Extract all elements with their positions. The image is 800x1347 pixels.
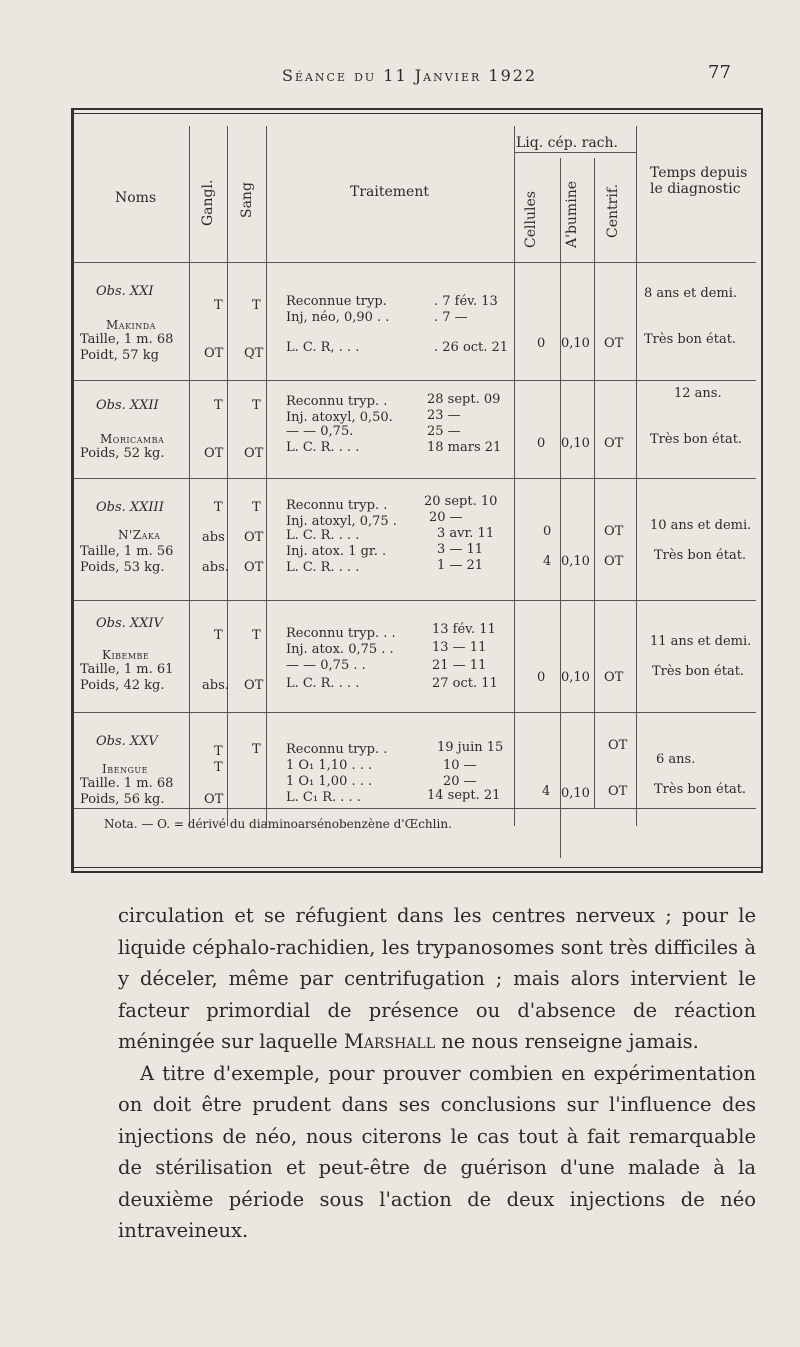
temps-value: 6 ans. [656,752,696,767]
header-sang: Sang [239,182,255,218]
traitement-text: Inj. atoxyl, 0,50. [286,410,393,425]
header-temps-2: le diagnostic [650,181,741,197]
table-note: Nota. — O. = dérivé du diaminoarsénobenzène d'Œchlin. [104,817,452,831]
sang-value: OT [244,560,264,575]
running-title: Séance du 11 Janvier 1922 [282,66,538,85]
albumine-value: 0,10 [561,670,590,685]
header-centrif: Centrif. [605,184,621,238]
traitement-date: 20 sept. 10 [424,494,498,509]
obs-label: Obs. XXIV [96,616,163,631]
centrif-value: OT [604,670,624,685]
sang-value: T [252,628,261,643]
traitement-date: 20 — [429,510,463,525]
patient-info: Poids, 42 kg. [80,678,165,693]
traitement-date: 21 — 11 [432,658,487,673]
traitement-date: 1 — 21 [437,558,484,573]
traitement-text: Inj, néo, 0,90 . . [286,310,390,325]
traitement-text: L. C₁ R. . . . [286,790,361,805]
column-rule [514,126,515,826]
patient-info: Poidt, 57 kg [80,348,159,363]
traitement-date: 13 fév. 11 [432,622,496,637]
patient-info: Poids, 52 kg. [80,446,165,461]
sang-value: T [252,500,261,515]
traitement-text: Inj. atox. 1 gr. . [286,544,387,559]
temps-value: 8 ans et demi. [644,286,738,301]
gangl-value: T [214,628,223,643]
traitement-date: 14 sept. 21 [427,788,501,803]
row-rule [74,712,756,713]
traitement-text: Inj. atoxyl, 0,75 . [286,514,397,529]
paragraph [118,900,756,1058]
gangl-value: T [214,298,223,313]
gangl-value: T [214,398,223,413]
traitement-date: 18 mars 21 [427,440,502,455]
albumine-value: 0,10 [561,336,590,351]
centrif-value: OT [604,554,624,569]
temps-value: 12 ans. [674,386,722,401]
patient-name: Makinda [106,318,156,332]
page-number: 77 [708,62,731,83]
centrif-value: OT [604,436,624,451]
traitement-text: 1 O₁ 1,10 . . . [286,758,373,773]
cellules-value: 0 [537,336,546,351]
cellules-value: 4 [543,554,552,569]
traitement-text: Inj. atox. 0,75 . . [286,642,394,657]
traitement-text: L. C. R. . . . [286,676,360,691]
row-rule [74,380,756,381]
note-rule [74,808,756,809]
centrif-value: OT [604,336,624,351]
patient-name: Ibengue [102,762,148,776]
traitement-text: — — 0,75 . . [286,658,366,673]
paragraph-text: circulation et se réfugient dans les centres nerveux ; pour le liquide céphalo-rachidien, les trypanosomes sont très difficiles à y déceler, même par centrifugation ; mais alors intervient le facteur primordial de présence ou d'absence de réaction méningée sur laquelle [118,904,756,1053]
traitement-date: 3 — 11 [437,542,484,557]
patient-info: Taille, 1 m. 61 [80,662,174,677]
patient-info: Taille, 1 m. 56 [80,544,174,559]
traitement-date: 28 sept. 09 [427,392,501,407]
header-temps-1: Temps depuis [650,165,748,181]
patient-name: Moricamba [100,432,165,446]
sang-value: OT [244,530,264,545]
centrif-value: OT [608,784,628,799]
group-rule [514,152,636,153]
gangl-value: abs. [202,560,229,575]
obs-label: Obs. XXII [96,398,159,413]
paragraph-text: ne nous renseigne jamais. [435,1030,699,1053]
etat-value: Très bon état. [654,782,747,797]
header-noms: Noms [115,190,157,206]
traitement-text: Reconnu tryp. . . [286,626,396,641]
patient-info: Poids, 53 kg. [80,560,165,575]
gangl-value: abs [202,530,225,545]
patient-info: Taille, 1 m. 68 [80,332,174,347]
etat-value: Très bon état. [654,548,747,563]
traitement-date: 27 oct. 11 [432,676,498,691]
row-rule [74,600,756,601]
column-rule [636,126,637,826]
temps-value: 10 ans et demi. [650,518,752,533]
case-table [71,108,763,873]
traitement-date: 23 — [427,408,461,423]
patient-info: Taille. 1 m. 68 [80,776,174,791]
obs-label: Obs. XXIII [96,500,164,515]
traitement-text: Reconnu tryp. . [286,742,388,757]
traitement-text: L. C. R. . . . [286,560,360,575]
etat-value: Très bon état. [650,432,743,447]
traitement-date: 20 — [443,774,477,789]
gangl-value: T [214,744,223,759]
paragraph: A titre d'exemple, pour prouver combien en expérimentation on doit être prudent dans ses conclusions sur l'influence des injections de néo, nous citerons le cas tout à fait remarquable de stérilisation et peut-être de guérison d'une malade à la deuxième période sous l'action de deux injections de néo intraveineux. [118,1061,756,1242]
albumine-value: 0,10 [561,554,590,569]
header-rule [74,262,756,263]
traitement-text: Reconnue tryp. [286,294,387,309]
row-rule [74,478,756,479]
traitement-date: . 26 oct. 21 [434,340,509,355]
sang-value: T [252,742,261,757]
obs-label: Obs. XXI [96,284,154,299]
traitement-date: 13 — 11 [432,640,487,655]
albumine-value: 0,10 [561,436,590,451]
temps-value: 11 ans et demi. [650,634,752,649]
header-albumine: A'bumine [564,181,580,248]
sang-value: T [252,298,261,313]
gangl-value: OT [204,792,224,807]
traitement-date: . 7 fév. 13 [434,294,498,309]
cellules-value: 0 [537,436,546,451]
traitement-text: L. C. R. . . . [286,440,360,455]
page-header [0,60,800,90]
patient-name: N'Zaka [118,528,161,542]
obs-label: Obs. XXV [96,734,158,749]
column-rule [189,126,190,826]
traitement-date: 19 juin 15 [437,740,504,755]
sang-value: OT [244,678,264,693]
traitement-text: 1 O₁ 1,00 . . . [286,774,373,789]
patient-name: Kibembe [102,648,150,662]
header-liq: Liq. cép. rach. [516,135,618,151]
body-text [118,900,756,1247]
header-gangl: Gangl. [200,179,216,226]
sang-value: QT [244,346,264,361]
column-rule [560,158,561,858]
gangl-value: OT [204,346,224,361]
traitement-text: L. C. R, . . . [286,340,360,355]
traitement-text: Reconnu tryp. . [286,498,388,513]
traitement-text: Reconnu tryp. . [286,394,388,409]
header-traitement: Traitement [350,184,429,200]
sang-value: T [252,398,261,413]
column-rule [594,158,595,808]
patient-info: Poids, 56 kg. [80,792,165,807]
cellules-value: 0 [543,524,552,539]
author-name: Marshall [343,1030,436,1053]
cellules-value: 0 [537,670,546,685]
traitement-date: . 7 — [434,310,468,325]
centrif-value: OT [608,738,628,753]
traitement-text: — — 0,75. [286,424,354,439]
gangl-value: abs. [202,678,229,693]
column-rule [266,126,267,826]
albumine-value: 0,10 [561,786,590,801]
sang-value: OT [244,446,264,461]
centrif-value: OT [604,524,624,539]
gangl-value: T [214,760,223,775]
cellules-value: 4 [542,784,551,799]
column-rule [227,126,228,826]
etat-value: Très bon état. [652,664,745,679]
traitement-date: 25 — [427,424,461,439]
etat-value: Très bon état. [644,332,737,347]
traitement-date: 10 — [443,758,477,773]
header-cellules: Cellules [523,191,539,248]
traitement-text: L. C. R. . . . [286,528,360,543]
gangl-value: OT [204,446,224,461]
gangl-value: T [214,500,223,515]
traitement-date: 3 avr. 11 [437,526,495,541]
